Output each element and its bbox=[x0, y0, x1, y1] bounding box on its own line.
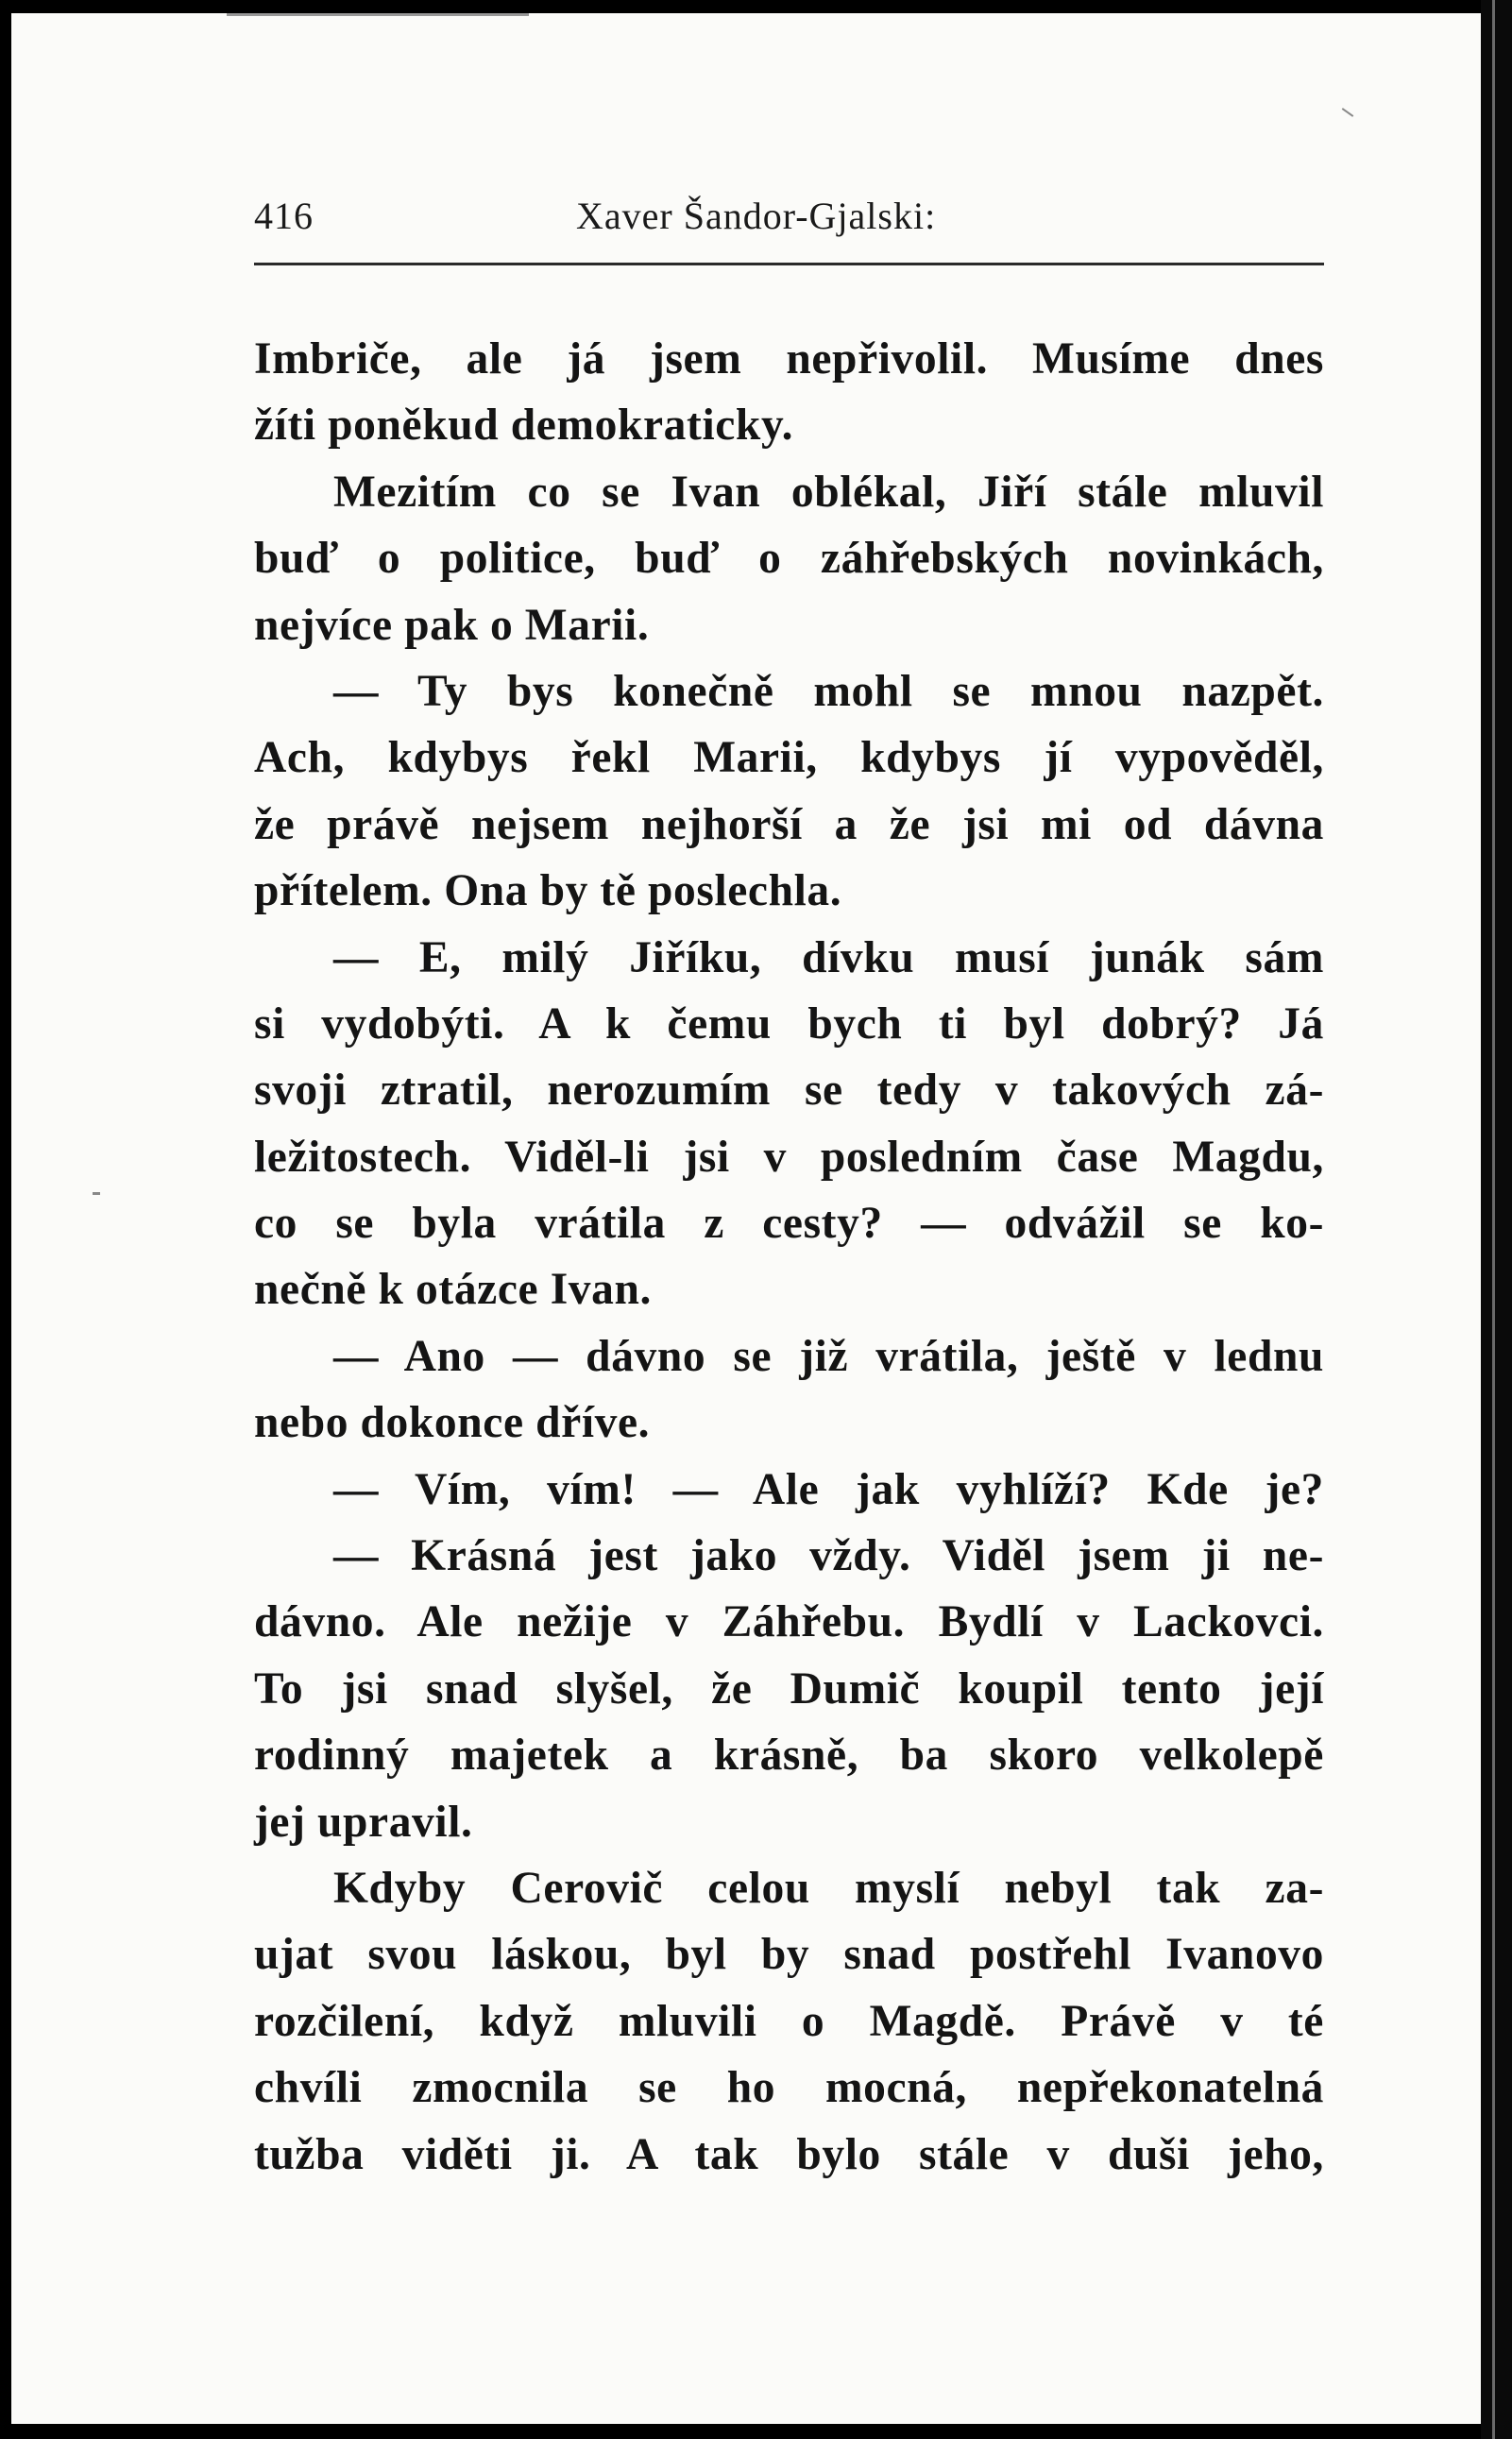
text-line: jej upravil. bbox=[254, 1797, 473, 1847]
text-line: nebo dokonce dříve. bbox=[254, 1398, 651, 1448]
text-line: ujat svou láskou, byl by snad postřehl Ivanovo bbox=[254, 1930, 1324, 1980]
text-line: To jsi snad slyšel, že Dumič koupil tento její bbox=[254, 1663, 1324, 1714]
page-number: 416 bbox=[254, 195, 314, 237]
text-line: dávno. Ale nežije v Záhřebu. Bydlí v Lackovci. bbox=[254, 1597, 1324, 1647]
text-line: chvíli zmocnila se ho mocná, nepřekonatelná bbox=[254, 2063, 1324, 2113]
text-line: že právě nejsem nejhorší a že jsi mi od dávna bbox=[254, 799, 1324, 849]
running-head: Xaver Šandor-Gjalski: bbox=[576, 195, 937, 237]
text-line: Kdyby Cerovič celou myslí nebyl tak za- bbox=[333, 1863, 1324, 1913]
text-line: přítelem. Ona by tě poslechla. bbox=[254, 866, 842, 916]
scan-speck bbox=[93, 1192, 100, 1195]
text-line: — Ty bys konečně mohl se mnou nazpět. bbox=[333, 666, 1324, 716]
text-line: co se byla vrátila z cesty? — odvážil se ko- bbox=[254, 1199, 1324, 1249]
text-line: si vydobýti. A k čemu bych ti byl dobrý? Já bbox=[254, 998, 1324, 1049]
page-header bbox=[254, 194, 1324, 250]
body-text bbox=[254, 326, 1324, 2188]
text-line: Ach, kdybys řekl Marii, kdybys jí vypověděl, bbox=[254, 733, 1324, 783]
scan-border bbox=[1481, 0, 1512, 2439]
text-line: rozčilení, když mluvili o Magdě. Právě v té bbox=[254, 1996, 1324, 2046]
text-line: — Ano — dávno se již vrátila, ještě v lednu bbox=[333, 1331, 1324, 1381]
scan-artifact bbox=[227, 13, 529, 16]
text-line: nečně k otázce Ivan. bbox=[254, 1265, 652, 1315]
text-line: nejvíce pak o Marii. bbox=[254, 600, 650, 650]
text-line: tužba viděti ji. A tak bylo stále v duši jeho, bbox=[254, 2129, 1324, 2179]
text-line: žíti poněkud demokraticky. bbox=[254, 401, 794, 451]
text-line: ležitostech. Viděl-li jsi v posledním čase Magdu, bbox=[254, 1132, 1324, 1182]
text-line: — Krásná jest jako vždy. Viděl jsem ji ne- bbox=[333, 1531, 1324, 1581]
header-rule bbox=[254, 263, 1324, 265]
text-line: svoji ztratil, nerozumím se tedy v takových zá- bbox=[254, 1066, 1324, 1116]
page-edge-line bbox=[1492, 0, 1495, 2439]
text-line: — Vím, vím! — Ale jak vyhlíží? Kde je? bbox=[333, 1464, 1324, 1514]
text-line: buď o politice, buď o záhřebských novinkách, bbox=[254, 534, 1324, 584]
text-line: — E, milý Jiříku, dívku musí junák sám bbox=[333, 932, 1324, 982]
text-line: Imbriče, ale já jsem nepřivolil. Musíme dnes bbox=[254, 334, 1324, 384]
text-line: Mezitím co se Ivan oblékal, Jiří stále mluvil bbox=[333, 467, 1324, 517]
text-line: rodinný majetek a krásně, ba skoro velkolepě bbox=[254, 1731, 1324, 1781]
